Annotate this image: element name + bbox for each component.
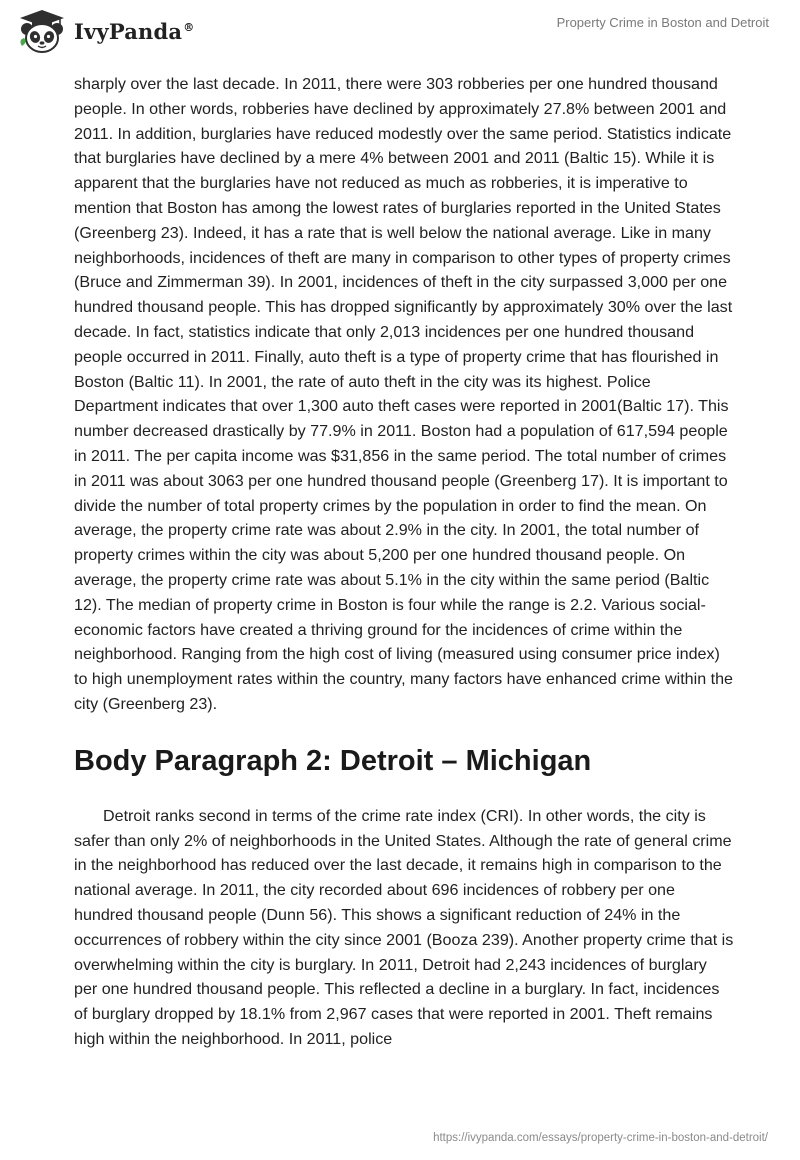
panda-graduate-icon [16,8,68,54]
section-heading: Body Paragraph 2: Detroit – Michigan [74,744,592,777]
document-title: Property Crime in Boston and Detroit [556,15,769,30]
page-header [0,0,800,60]
body-paragraph-boston: sharply over the last decade. In 2011, there were 303 robberies per one hundred thousand people. In other words, robberies have declined by approximately 27.8% between 2001 and 2011. In addition, burglaries have reduced modestly over the same period. Statistics indicate that burglaries have declined by a mere 4% between 2001 and 2011 (Baltic 15). While it is apparent that the burglaries have not reduced as much as robberies, it is imperative to mention that Boston has among the lowest rates of burglaries reported in the United States (Greenberg 23). Indeed, it has a rate that is well below the national average. Like in many neighborhoods, incidences of theft are many in comparison to other types of property crimes (Bruce and Zimmerman 39). In 2001, incidences of theft in the city surpassed 3,000 per one hundred thousand people. This has dropped significantly by approximately 30% over the last decade. In fact, statistics indicate that only 2,013 incidences per one hundred thousand people occurred in 2011. Finally, auto theft is a type of property crime that has flourished in Boston (Baltic 11). In 2001, the rate of auto theft in the city was its highest. Police Department indicates that over 1,300 auto theft cases were reported in 2001(Baltic 17). This number decreased drastically by 77.9% in 2011. Boston had a population of 617,594 people in 2011. The per capita income was $31,856 in the same period. The total number of crimes in 2011 was about 3063 per one hundred thousand people (Greenberg 17). It is important to divide the number of total property crimes by the population in order to find the mean. On average, the property crime rate was about 2.9% in the city. In 2001, the total number of property crimes within the city was about 5,200 per one hundred thousand people. On average, the property crime rate was about 5.1% in the city within the same period (Baltic 12). The median of property crime in Boston is four while the range is 2.2. Various social-economic factors have created a thriving ground for the incidences of crime within the neighborhood. Ranging from the high cost of living (measured using consumer price index) to high unemployment rates within the country, many factors have enhanced crime within the city (Greenberg 23). [74,75,733,713]
body-paragraph-detroit: Detroit ranks second in terms of the crime rate index (CRI). In other words, the city is safer than only 2% of neighborhoods in the United States. Although the rate of general crime in the neighborhood has reduced over the last decade, it remains high in comparison to the national average. In 2011, the city recorded about 696 incidences of robbery per one hundred thousand people (Dunn 56). This shows a significant reduction of 24% in the occurrences of robbery within the city since 2001 (Booza 239). Another property crime that is overwhelming within the city is burglary. In 2011, Detroit had 2,243 incidences of burglary per one hundred thousand people. This reflected a decline in a burglary. In fact, incidences of burglary dropped by 18.1% from 2,967 cases that were reported in 2001. Theft remains high within the neighborhood. In 2011, police [74,806,734,1048]
source-url[interactable]: https://ivypanda.com/essays/property-crime-in-boston-and-detroit/ [433,1132,768,1144]
essay-content [74,72,734,1052]
brand-name: IvyPanda® [74,18,195,44]
brand-logo[interactable] [16,8,194,54]
